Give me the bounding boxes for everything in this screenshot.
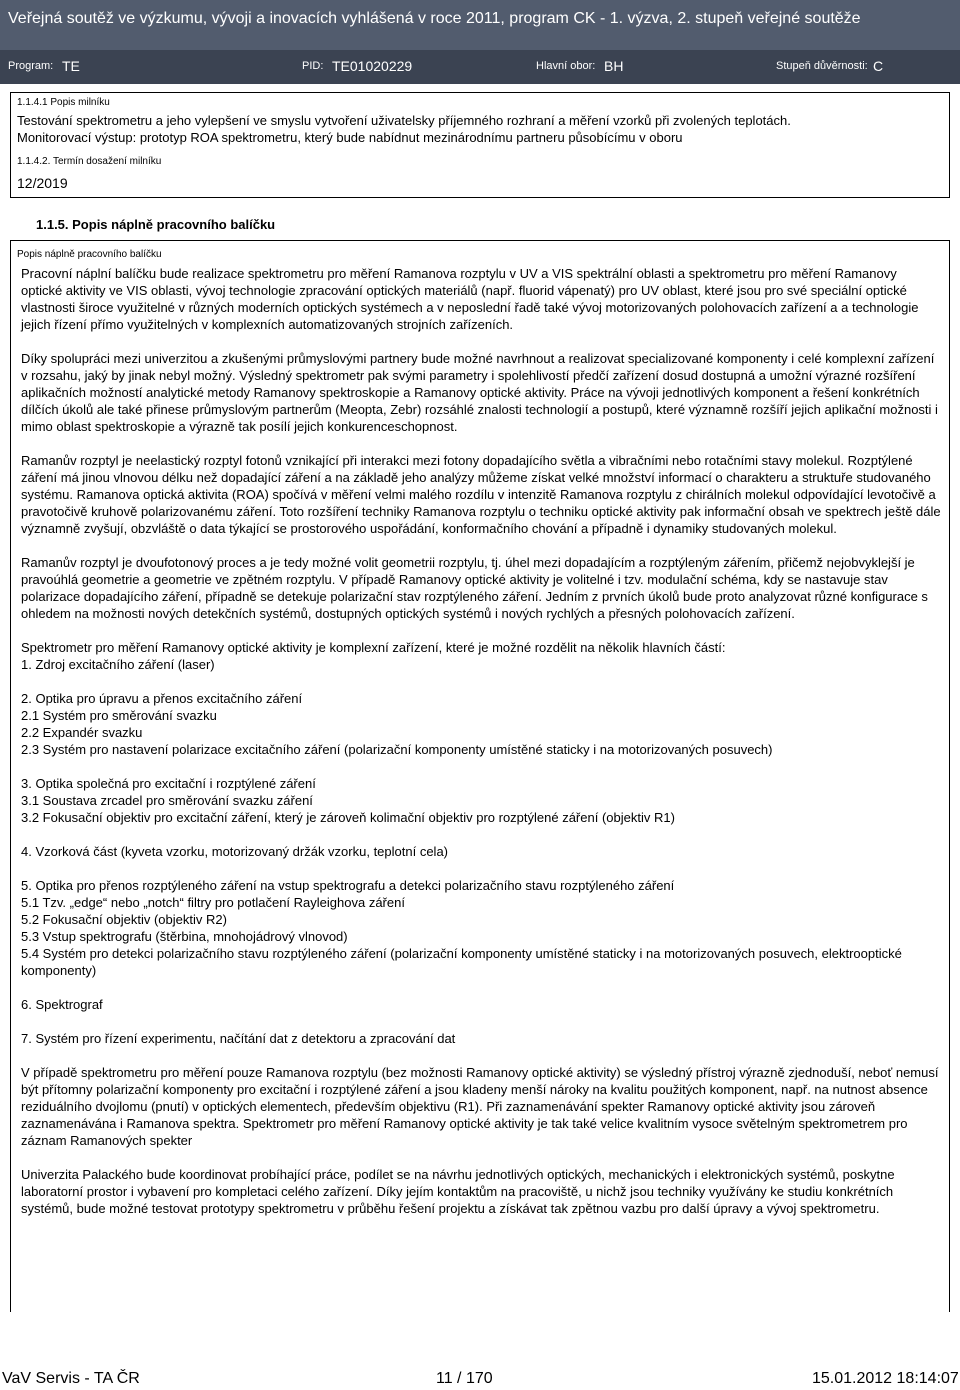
list-item: 4. Vzorková část (kyveta vzorku, motorizovaný držák vzorku, teplotní cela) bbox=[21, 844, 449, 859]
page-number: 11 / 170 bbox=[436, 1370, 493, 1387]
milestone-desc-line: Testování spektrometru a jeho vylepšení ve smyslu vytvoření uživatelsky příjemného rozhraní a měření vzorků při zvolených teplotách. bbox=[17, 113, 791, 128]
list-item: 5.3 Vstup spektrografu (štěrbina, mnohojádrový vlnovod) bbox=[21, 929, 348, 944]
list-item: 6. Spektrograf bbox=[21, 997, 103, 1012]
program-label: Program: bbox=[8, 60, 54, 72]
paragraph: Ramanův rozptyl je neelastický rozptyl fotonů vznikající při interakci mezi fotony dopadajícího světla a vibračními nebo rotačními stavy molekul. Rozptýlené záření má jinou vlnovou délku než dopadající záření a na základě jeho analýzy můžeme získat velké množství informací o charakteru a struktuře studovaného systému. Ramanova optická aktivita (ROA) spočívá v měření velmi malého rozdílu v intenzitě Ramanova rozptylu z chirálních molekul odpovídající levotočivě a pravotočivě kruhově polarizovanému záření. Toto rozšíření techniky Ramanova rozptylu o techniku optické aktivity pak informační obsah ve spektrech ještě dále významně zvyšují, obzvláště o data týkající se prostorového uspořádání, konformačního chování a případně i dynamiky studovaných molekul. bbox=[21, 453, 941, 536]
paragraph: V případě spektrometru pro měření pouze Ramanova rozptylu (bez možnosti Ramanovy optické aktivity) se výsledný přístroj výrazně zjednoduší, neboť nemusí být přítomny polarizační komponenty pro excitační i rozptýlené záření a jsou kladeny menší nároky na kvalitu použitých komponent, např. na nutnost absence reziduálního dvojlomu (pnutí) v optických elementech, především objektivu (R1). Při zaznamenávání spekter Ramanovy optické aktivity jsou zároveň zaznamenávána i Ramanova spektra. Spektrometr pro měření Ramanovy optické aktivity je tak také velice kvalitním vysoce světelným spektrometrem pro záznam Ramanových spekter bbox=[21, 1065, 939, 1148]
list-item: 5.1 Tzv. „edge“ nebo „notch“ filtry pro potlačení Rayleighova záření bbox=[21, 895, 405, 910]
main-field-value: BH bbox=[604, 58, 624, 74]
paragraph: Univerzita Palackého bude koordinovat probíhající práce, podílet se na návrhu jednotlivých optických, mechanických i elektronických systémů, poskytne laboratorní prostor i vybavení pro kompletaci celého zařízení. Díky jejím kontaktům na pracoviště, u nichž jsou techniky využívány ke studiu konkrétních systémů, bude možné testovat prototypy spektrometru v průběhu řešení projektu a získávat tak zpětnou vazbu pro další úpravy a vývoj spektrometru. bbox=[21, 1167, 895, 1216]
pid-value: TE01020229 bbox=[332, 58, 413, 74]
program-value: TE bbox=[62, 58, 80, 74]
list-item: 5. Optika pro přenos rozptýleného záření na vstup spektrografu a detekci polarizačního stavu rozptýleného záření bbox=[21, 878, 675, 893]
footer-source: VaV Servis - TA ČR bbox=[2, 1370, 140, 1387]
list-item: 5.4 Systém pro detekci polarizačního stavu rozptýleného záření (polarizační komponenty umístěné staticky i na motorizovaných posuvech, elektrooptické komponenty) bbox=[21, 946, 902, 978]
list-item: 2. Optika pro úpravu a přenos excitačního záření bbox=[21, 691, 303, 706]
main-field-label: Hlavní obor: bbox=[536, 60, 596, 72]
document-title: Veřejná soutěž ve výzkumu, vývoji a inovacích vyhlášená v roce 2011, program CK - 1. výzva, 2. stupeň veřejné soutěže bbox=[8, 10, 861, 27]
work-package-box bbox=[10, 240, 950, 1312]
list-item: 7. Systém pro řízení experimentu, načítání dat z detektoru a zpracování dat bbox=[21, 1031, 456, 1046]
list-item: 2.3 Systém pro nastavení polarizace excitačního záření (polarizační komponenty umístěné staticky i na motorizovaných posuvech) bbox=[21, 742, 773, 757]
list-item: 2.2 Expandér svazku bbox=[21, 725, 143, 740]
list-item: 5.2 Fokusační objektiv (objektiv R2) bbox=[21, 912, 227, 927]
work-package-content bbox=[21, 265, 941, 1234]
paragraph: Ramanův rozptyl je dvoufotonový proces a je tedy možné volit geometrii rozptylu, tj. úhel mezi dopadajícím a rozptýleným zářením, přičemž nejobvyklejší je pravoúhlá geometrie a geometrie ve zpětném rozptylu. V případě Ramanovy optické aktivity je volitelné i tzv. modulační schéma, kdy se nastavuje stav polarizace dopadajícího záření, případně se detekuje polarizační stav rozptýleného záření. Jedním z prvních úkolů bude proto analyzovat různé konfigurace s ohledem na možnosti nových detekčních systémů, dostupných optických systémů i nových rychlých a přesných polohovacích zařízení. bbox=[21, 555, 928, 621]
milestone-box bbox=[10, 92, 950, 198]
list-item: 1. Zdroj excitačního záření (laser) bbox=[21, 657, 215, 672]
milestone-date-label: 1.1.4.2. Termín dosažení milníku bbox=[17, 156, 162, 167]
list-item: 3. Optika společná pro excitační i rozptýlené záření bbox=[21, 776, 316, 791]
list-intro: Spektrometr pro měření Ramanovy optické aktivity je komplexní zařízení, které je možné rozdělit na několik hlavních částí: bbox=[21, 640, 726, 655]
paragraph: Pracovní náplní balíčku bude realizace spektrometru pro měření Ramanova rozptylu v UV a VIS spektrální oblasti a spektrometru pro měření Ramanovy optické aktivity ve VIS oblasti, vývoj technologie zpracování optických materiálů (např. fluorid vápenatý) pro UV oblast, které jsou pro své speciální optické vlastnosti široce využitelné v různých moderních optických systémech a v neposlední řadě také vývoj motorizovaných polohovacích zařízení a a technologie jejich řízení přímo využitelných v komplexních automatizovaných strojních zařízeních. bbox=[21, 266, 919, 332]
pid-label: PID: bbox=[302, 60, 324, 72]
milestone-date-value: 12/2019 bbox=[17, 175, 68, 191]
footer-timestamp: 15.01.2012 18:14:07 bbox=[812, 1370, 959, 1387]
confidentiality-label: Stupeň důvěrnosti: bbox=[776, 60, 868, 72]
list-item: 2.1 Systém pro směrování svazku bbox=[21, 708, 217, 723]
list-item: 3.1 Soustava zrcadel pro směrování svazku záření bbox=[21, 793, 313, 808]
confidentiality-value: C bbox=[873, 58, 884, 74]
document-header bbox=[0, 0, 960, 50]
milestone-description bbox=[17, 112, 943, 146]
paragraph: Díky spolupráci mezi univerzitou a zkušenými průmyslovými partnery bude možné navrhnout a realizovat specializované komponenty i celé komplexní zařízení v rozsahu, jaký by jinak nebyl možný. Výsledný spektrometr pak svými parametry i spolehlivostí předčí zařízení dosud dostupná a umožní výrazné rozšíření aplikačních možností analytické metody Ramanovy spektroskopie a Ramanovy optické aktivity. Práce na vývoji jednotlivých komponent a řešení konkrétních dílčích úkolů ale také přinese průmyslovým partnerům (Meopta, Zebr) rozsáhlé znalosti technologií a postupů, které významně rozšíří jejich aplikační možnosti i mimo oblast spektroskopie a výrazně tak posílí jejich konkurenceschopnost. bbox=[21, 351, 938, 434]
metadata-bar bbox=[0, 50, 960, 84]
work-package-label: Popis náplně pracovního balíčku bbox=[17, 249, 162, 260]
page-footer bbox=[0, 1364, 960, 1390]
list-item: 3.2 Fokusační objektiv pro excitační záření, který je zároveň kolimační objektiv pro rozptýlené záření (objektiv R1) bbox=[21, 810, 675, 825]
milestone-desc-label: 1.1.4.1 Popis milníku bbox=[17, 97, 110, 108]
milestone-desc-line: Monitorovací výstup: prototyp ROA spektrometru, který bude nabídnut mezinárodnímu partneru působícímu v oboru bbox=[17, 130, 683, 145]
section-heading: 1.1.5. Popis náplně pracovního balíčku bbox=[36, 217, 276, 232]
